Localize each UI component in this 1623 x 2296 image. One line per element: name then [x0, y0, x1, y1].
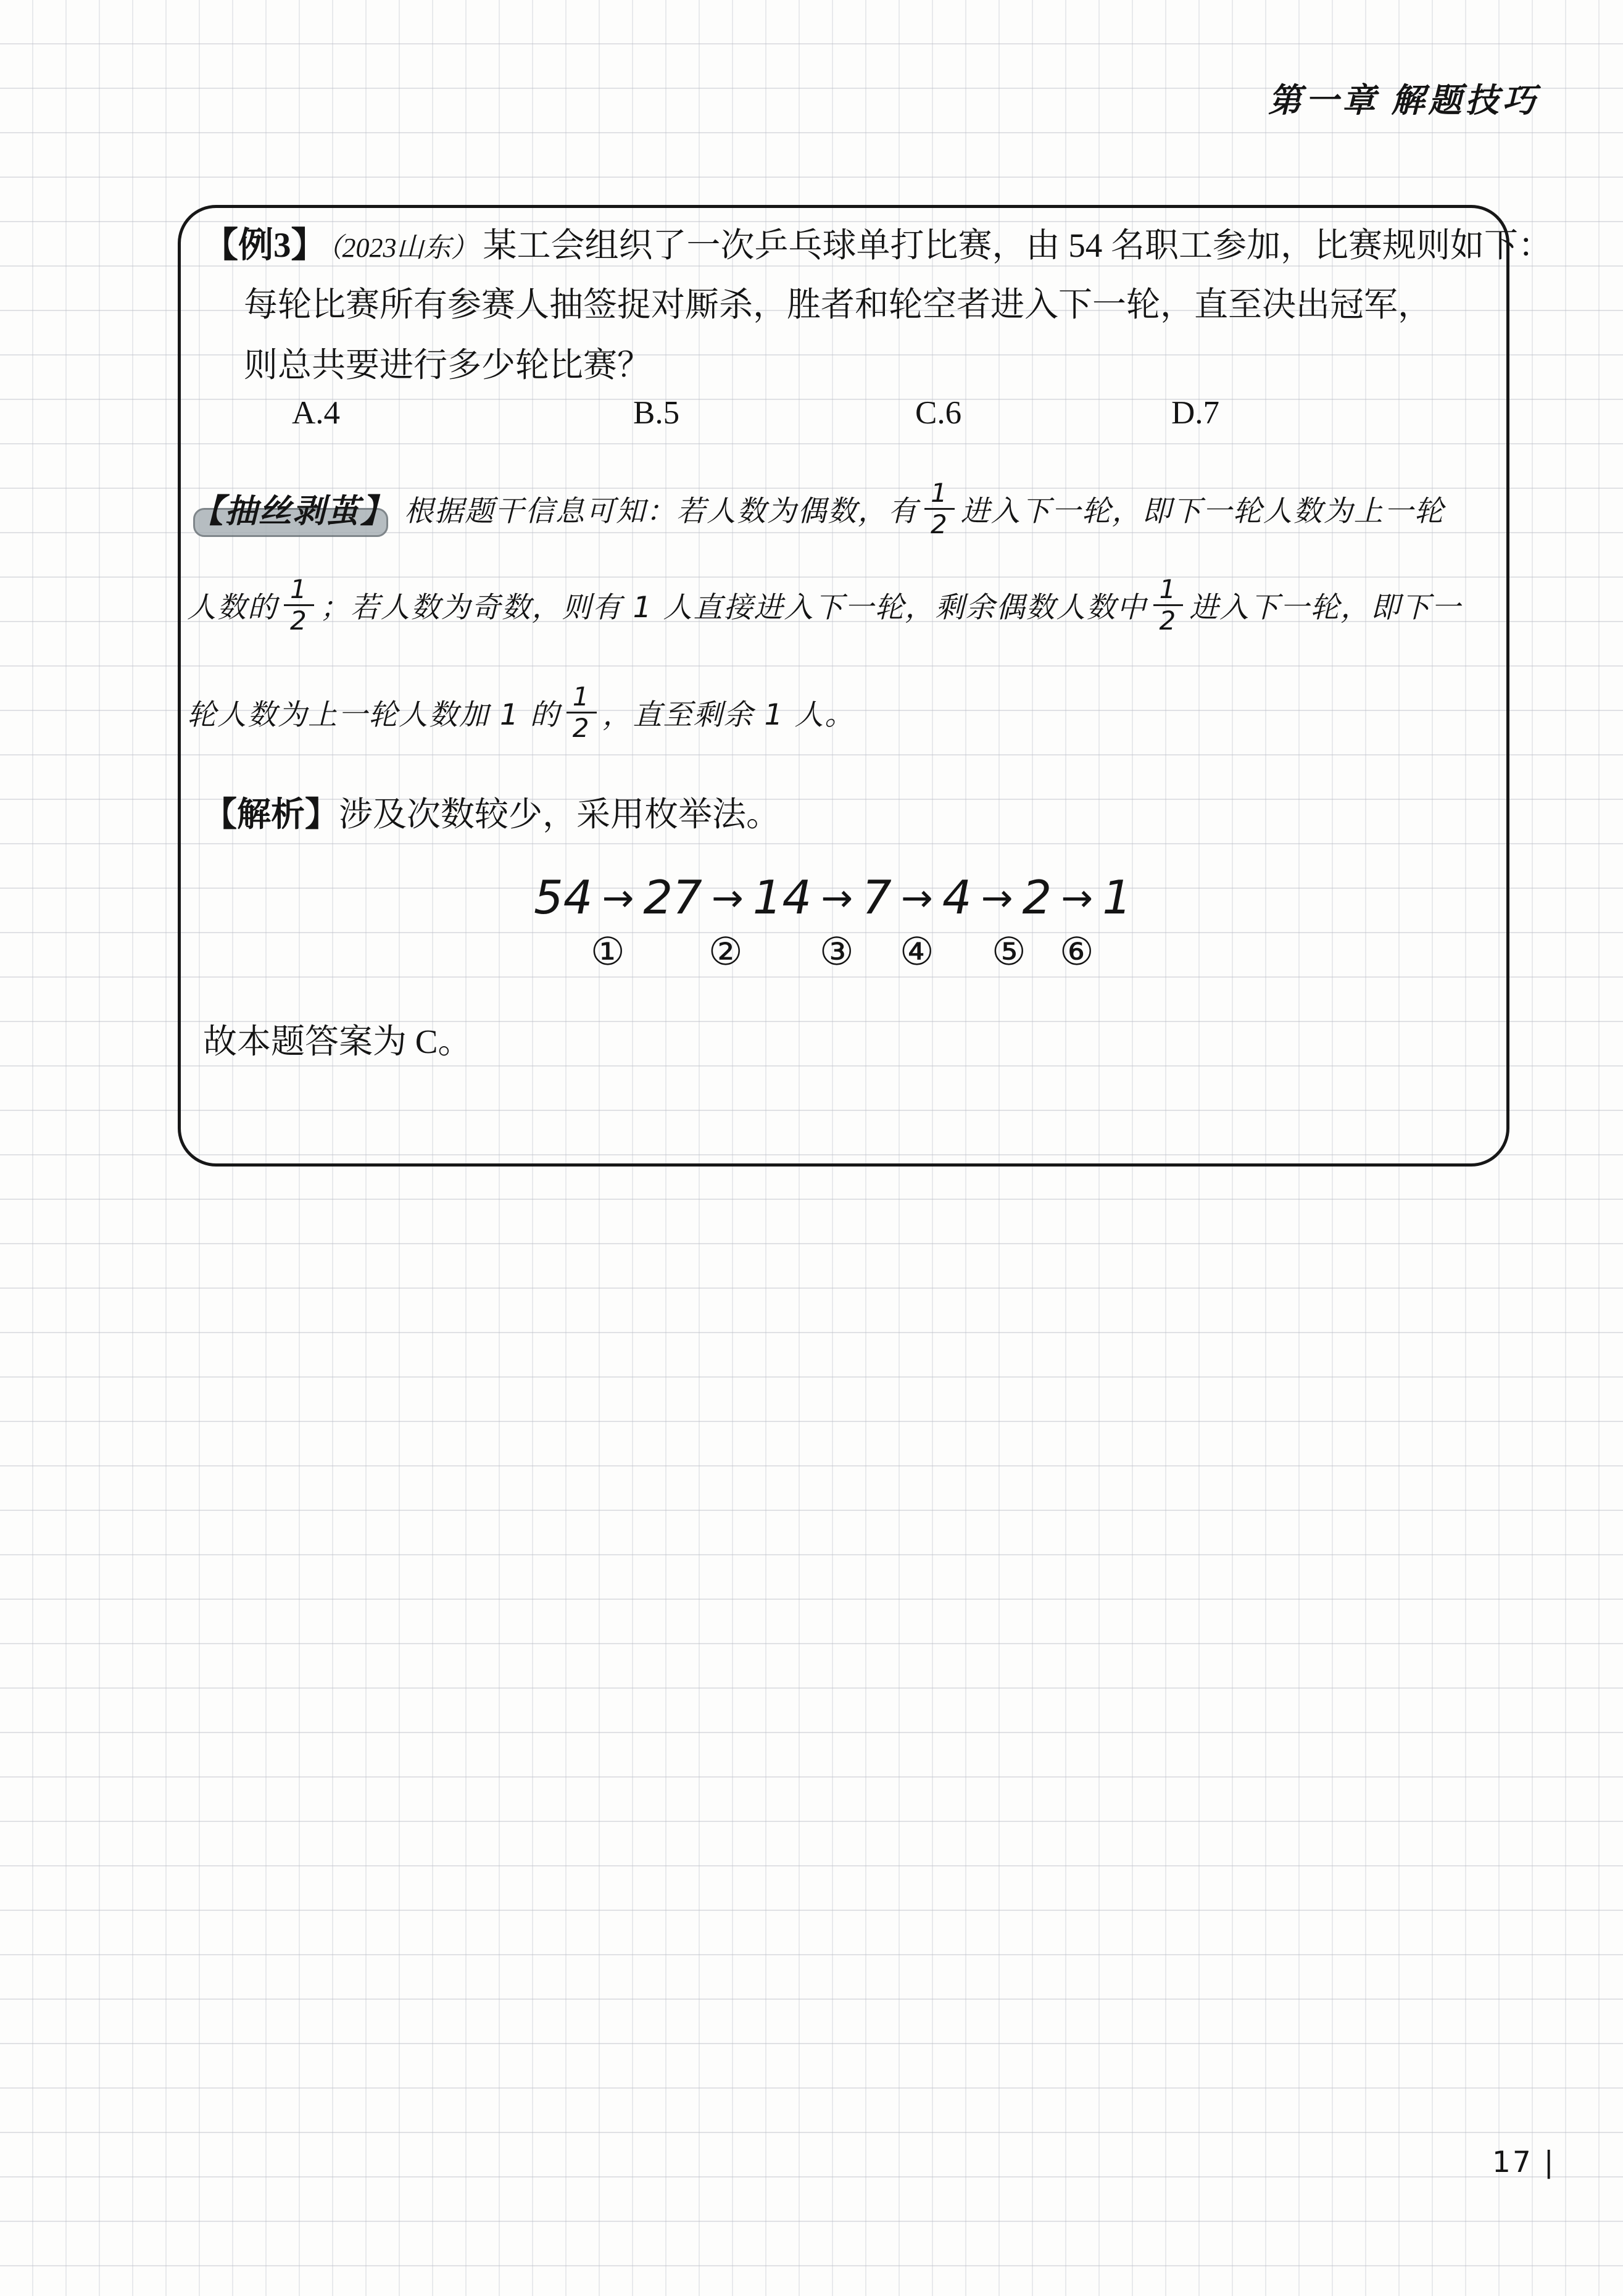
problem-stem-line3: 则总共要进行多少轮比赛？: [244, 346, 652, 384]
analysis-line1: [191, 462, 1445, 555]
example-label: 【例3】: [203, 226, 326, 265]
analysis-text: 进入下一轮，即下一: [1189, 590, 1462, 625]
circled-number-6: ⑥: [1060, 929, 1094, 974]
problem-stem-line2: 每轮比赛所有参赛人抽签捉对厮杀，胜者和轮空者进入下一轮，直至决出冠军，: [244, 286, 1432, 323]
arrow-icon: →: [900, 875, 933, 920]
options-row: [181, 394, 1506, 439]
solution-text: 涉及次数较少，采用枚举法。: [339, 796, 781, 833]
sequence-value: 2: [1022, 870, 1052, 925]
analysis-text: ，直至剩余 1 人。: [602, 697, 855, 732]
fraction-one-half: $\frac{1}{2}$: [567, 682, 597, 742]
stem-text-1: 某工会组织了一次乒乓球单打比赛，由 54 名职工参加，比赛规则如下：: [483, 227, 1553, 264]
chapter-title: 第一章 解题技巧: [1268, 82, 1540, 119]
circled-number-3: ③: [820, 929, 854, 974]
example-problem-box: [178, 205, 1553, 1167]
arrow-icon: →: [711, 875, 744, 920]
problem-source: （2023山东）: [328, 233, 478, 263]
analysis-text: 进入下一轮，即下一轮人数为上一轮: [960, 494, 1445, 528]
enumeration-sequence: [534, 870, 1132, 925]
answer-conclusion: 故本题答案为 C。: [203, 1023, 472, 1060]
page-number: 17 |: [1492, 2145, 1556, 2179]
analysis-line2: [187, 559, 1461, 651]
analysis-text: 根据题干信息可知：若人数为偶数，有: [404, 494, 918, 528]
fraction-one-half: $\frac{1}{2}$: [924, 478, 955, 538]
analysis-section-label: 【抽丝剥茧】: [191, 485, 394, 532]
fraction-one-half: $\frac{1}{2}$: [284, 575, 314, 634]
arrow-icon: →: [821, 875, 853, 920]
sequence-value: 27: [643, 870, 702, 925]
analysis-line3: [187, 666, 855, 759]
circled-number-1: ①: [591, 929, 625, 974]
circled-number-5: ⑤: [992, 929, 1026, 974]
analysis-text: 人数的: [187, 590, 278, 625]
option-a: A.4: [292, 395, 341, 431]
circled-number-2: ②: [708, 929, 743, 974]
option-b: B.5: [633, 395, 680, 431]
arrow-icon: →: [602, 875, 634, 920]
circled-number-4: ④: [900, 929, 934, 974]
sequence-value: 7: [862, 870, 892, 925]
sequence-value: 54: [534, 870, 593, 925]
arrow-icon: →: [981, 875, 1013, 920]
sequence-value: 1: [1102, 870, 1132, 925]
solution-line: [203, 787, 780, 836]
analysis-text: 轮人数为上一轮人数加 1 的: [187, 697, 560, 732]
sequence-value: 14: [752, 870, 812, 925]
sequence-value: 4: [942, 870, 972, 925]
analysis-text: ；若人数为奇数，则有 1 人直接进入下一轮，剩余偶数人数中: [320, 590, 1147, 625]
solution-section-label: 【解析】: [203, 796, 339, 833]
round-step-numbers: [534, 929, 1151, 978]
problem-stem-line1: [203, 217, 1552, 267]
option-c: C.6: [915, 395, 962, 431]
option-d: D.7: [1171, 395, 1220, 431]
fraction-one-half: $\frac{1}{2}$: [1153, 575, 1184, 634]
arrow-icon: →: [1061, 875, 1094, 920]
